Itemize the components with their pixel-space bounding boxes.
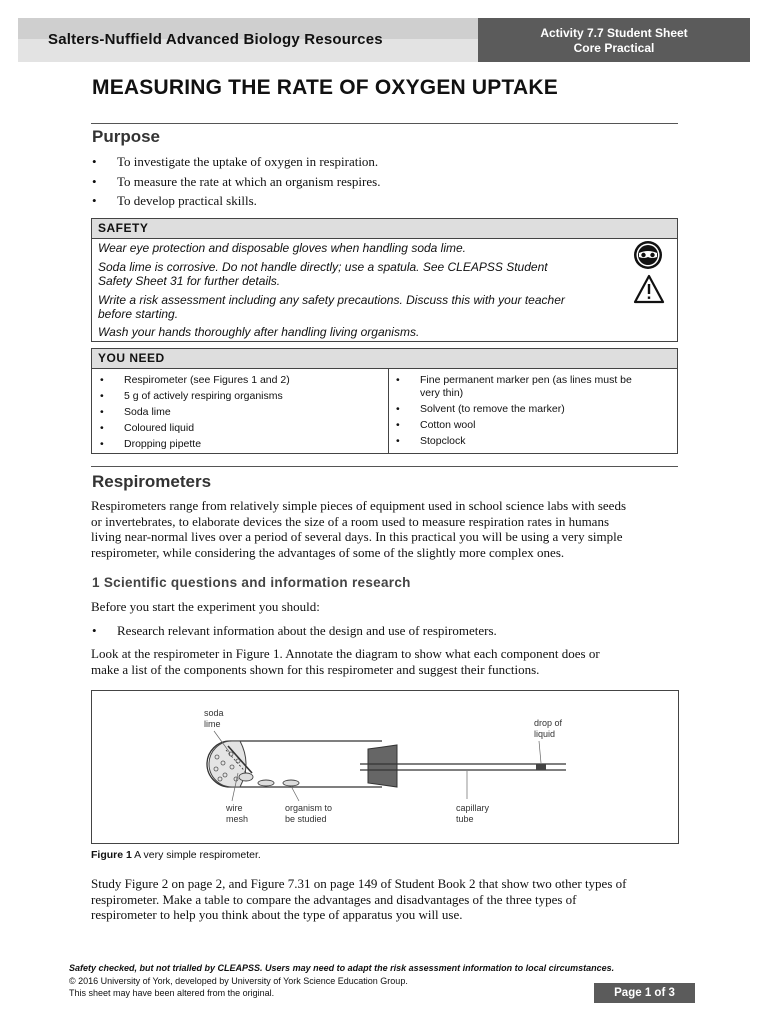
research-bullet: • Research relevant information about the design and use of respirometers.: [92, 623, 497, 638]
you-need-box: [91, 348, 678, 454]
soda-lime-label: soda lime: [204, 708, 224, 729]
equipment-item: • 5 g of actively respiring organisms: [100, 390, 283, 402]
divider: [91, 466, 678, 467]
equipment-item: • Soda lime: [100, 406, 171, 418]
equipment-item: • Respirometer (see Figures 1 and 2): [100, 374, 290, 386]
purpose-item: • To develop practical skills.: [92, 193, 257, 208]
safety-line: Write a risk assessment including any safety precautions. Discuss this with your teacher: [98, 293, 565, 307]
equipment-item-continued: very thin): [420, 387, 464, 399]
safety-line: Safety Sheet 31 for further details.: [98, 274, 281, 288]
column-divider: [388, 369, 389, 453]
study-paragraph: Study Figure 2 on page 2, and Figure 7.31 on page 149 of Student Book 2 that show two other types of respirometer. Make a table to compare the advantages and disadvantages of the three types of respirometer to help you think about the type of apparatus you will use.: [91, 876, 627, 922]
eye-protection-icon: [633, 240, 663, 270]
activity-label: Activity 7.7 Student Sheet: [540, 26, 688, 40]
capillary-tube-label: capillary tube: [456, 803, 490, 824]
equipment-item: • Solvent (to remove the marker): [396, 403, 565, 415]
equipment-item: • Stopclock: [396, 435, 466, 447]
drop-of-liquid-label: drop of liquid: [534, 718, 563, 739]
section-1-paragraph: Look at the respirometer in Figure 1. Annotate the diagram to show what each component does or make a list of the components shown for this respirometer and suggest their functions.: [91, 646, 600, 677]
header-series-bar: [18, 18, 478, 62]
footer-notes: [69, 962, 614, 1000]
hazard-warning-icon: [633, 274, 665, 304]
equipment-item: • Cotton wool: [396, 419, 476, 431]
equipment-item: • Coloured liquid: [100, 422, 195, 434]
safety-check-note: Safety checked, but not trialled by CLEAPSS. Users may need to adapt the risk assessment information to local circumstances.: [69, 963, 615, 973]
safety-heading: SAFETY: [92, 219, 677, 239]
safety-line: Soda lime is corrosive. Do not handle directly; use a spatula. See CLEAPSS Student: [98, 260, 548, 274]
figure-1-box: [91, 690, 679, 844]
safety-line: Wear eye protection and disposable gloves when handling soda lime.: [98, 241, 467, 255]
safety-box: [91, 218, 678, 342]
divider: [91, 123, 678, 124]
copyright-note: © 2016 University of York, developed by University of York Science Education Group.: [69, 975, 408, 986]
equipment-item: • Dropping pipette: [100, 438, 202, 450]
equipment-item: • Fine permanent marker pen (as lines must be: [396, 374, 632, 386]
respirometer-diagram: [92, 691, 678, 843]
practical-type-label: Core Practical: [573, 41, 655, 55]
purpose-item: • To investigate the uptake of oxygen in respiration.: [92, 154, 379, 169]
organism-label: organism to be studied: [285, 803, 333, 824]
section-1-heading: 1 Scientific questions and information research: [92, 575, 411, 590]
safety-line: Wash your hands thoroughly after handling living organisms.: [98, 325, 420, 339]
page-title: MEASURING THE RATE OF OXYGEN UPTAKE: [92, 76, 558, 99]
you-need-heading: YOU NEED: [92, 349, 677, 369]
purpose-item: • To measure the rate at which an organism respires.: [92, 174, 381, 189]
section-1-intro: Before you start the experiment you should:: [91, 599, 320, 614]
wire-mesh-label: wire mesh: [226, 803, 249, 824]
page-number: Page 1 of 3: [594, 983, 695, 1003]
safety-line: before starting.: [98, 307, 179, 321]
respirometers-heading: Respirometers: [92, 472, 212, 491]
altered-note: This sheet may have been altered from the original.: [69, 988, 275, 998]
purpose-heading: Purpose: [92, 127, 161, 146]
figure-1-caption: Figure 1 A very simple respirometer.: [91, 849, 261, 861]
respirometers-paragraph: Respirometers range from relatively simple pieces of equipment used in school science labs with seeds or invertebrates, to elaborate devices the size of a room used to measure respiration rates in humans living near-normal lives over a period of several days. In this practical you will be using a very simple respirometer, while considering the advantages of some of the slightly more complex ones.: [91, 498, 627, 560]
header-activity-box: [478, 18, 750, 62]
series-title: Salters-Nuffield Advanced Biology Resources: [48, 31, 383, 48]
